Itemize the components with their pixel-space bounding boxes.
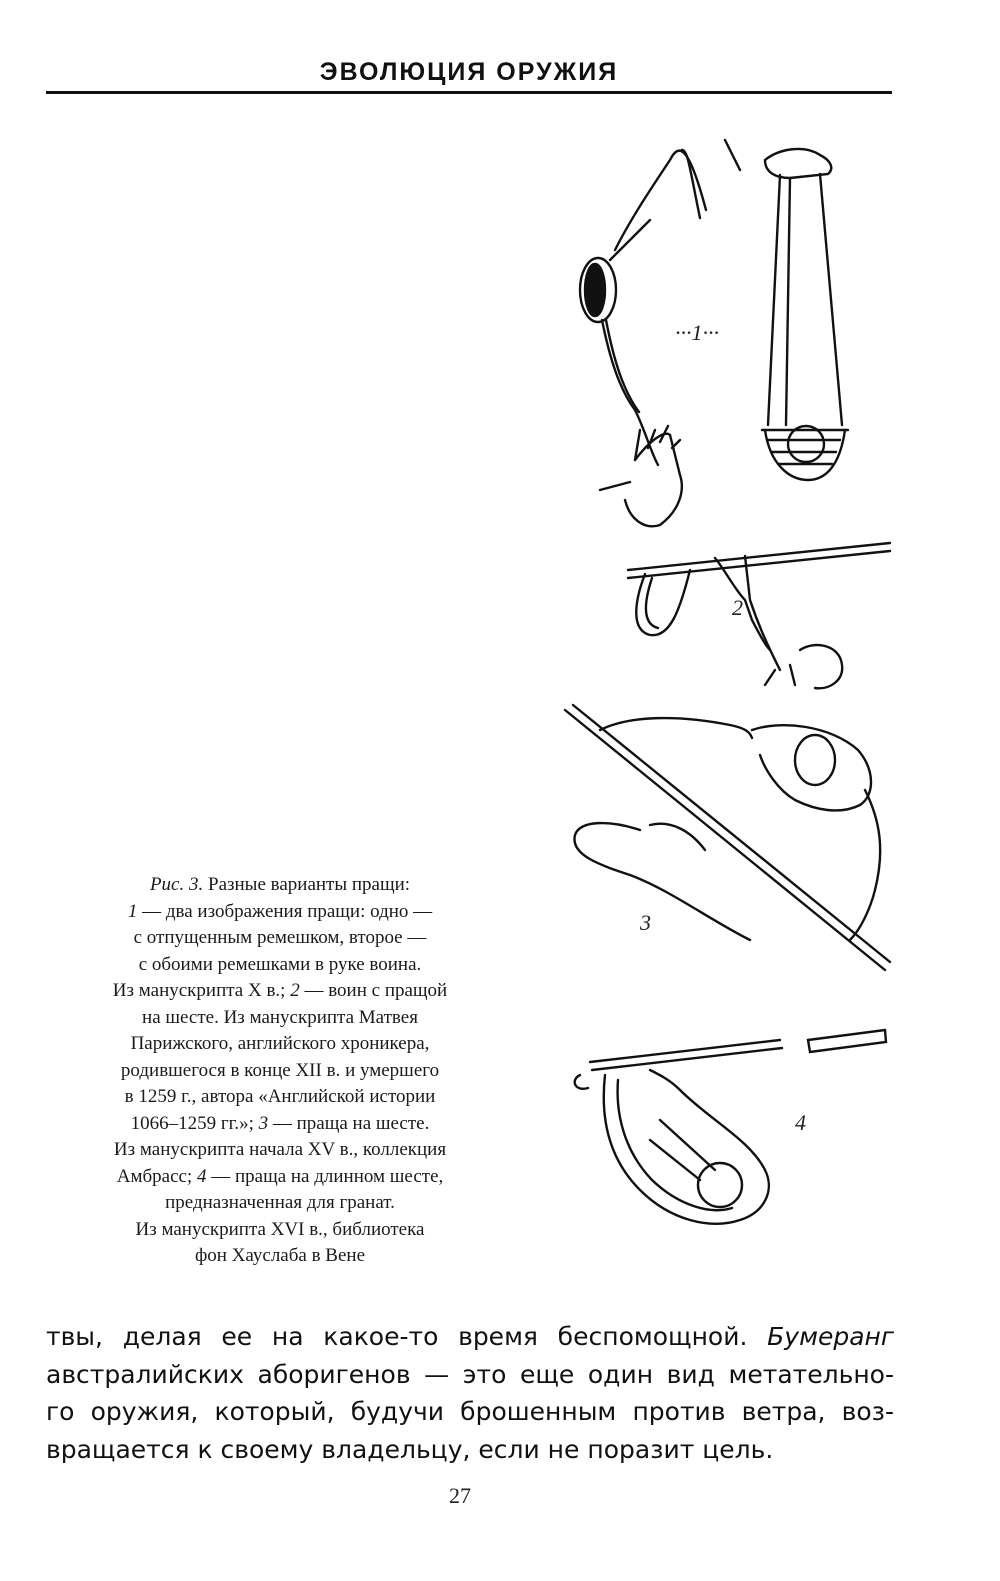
caption-line: Амбрасс; 4 — праща на длинном шесте,	[116, 1165, 444, 1187]
sling-illustrations	[540, 130, 920, 1290]
running-header: ЭВОЛЮЦИЯ ОРУЖИЯ	[319, 58, 619, 86]
body-line: австралийских аборигенов — это еще один вид метательно-	[46, 1359, 894, 1389]
caption-line: Парижского, английского хроникера,	[130, 1033, 430, 1054]
body-italic-term: Бумеранг	[767, 1322, 894, 1351]
figure-label-3: 3	[640, 910, 651, 935]
figure-label-2: 2	[732, 595, 743, 620]
caption-line: родившегося в конце XII в. и умершего	[120, 1059, 440, 1081]
caption-line: с отпущенным ремешком, второе —	[133, 927, 427, 948]
caption-line: Из манускрипта X в.; 2 — воин с пращой	[112, 980, 448, 1001]
body-line: го оружия, который, будучи брошенным против ветра, воз-	[46, 1397, 894, 1426]
body-line: твы, делая ее на какое-то время беспомощной. Бумеранг	[46, 1322, 894, 1351]
figure-caption	[40, 872, 520, 1270]
sling-figure-1b	[762, 149, 848, 480]
caption-line: с обоими ремешками в руке воина.	[138, 953, 422, 975]
figure-label-1: ···1···	[675, 320, 719, 345]
sling-figure-2	[628, 543, 890, 688]
caption-line: в 1259 г., автора «Английской истории	[124, 1086, 436, 1107]
sling-figure-3	[565, 705, 890, 970]
caption-line: фон Хауслаба в Вене	[194, 1245, 366, 1266]
caption-line: Из манускрипта начала XV в., коллекция	[113, 1139, 447, 1160]
caption-line: 1066–1259 гг.»; 3 — праща на шесте.	[130, 1112, 430, 1134]
caption-line: Рис. 3. Разные варианты пращи:	[149, 874, 411, 895]
caption-line: 1 — два изображения пращи: одно —	[127, 900, 433, 922]
figure-label-4: 4	[795, 1110, 806, 1135]
sling-figure-4	[575, 1030, 886, 1224]
caption-line: на шесте. Из манускрипта Матвея	[142, 1006, 418, 1028]
caption-line: предназначенная для гранат.	[165, 1192, 395, 1213]
caption-line: Из манускрипта XVI в., библиотека	[135, 1218, 425, 1240]
header-rule	[46, 91, 892, 94]
body-paragraph	[46, 1318, 894, 1468]
sling-drawings	[540, 130, 920, 1290]
body-line: вращается к своему владельцу, если не поразит цель.	[46, 1434, 774, 1464]
page-number: 27	[449, 1483, 471, 1508]
